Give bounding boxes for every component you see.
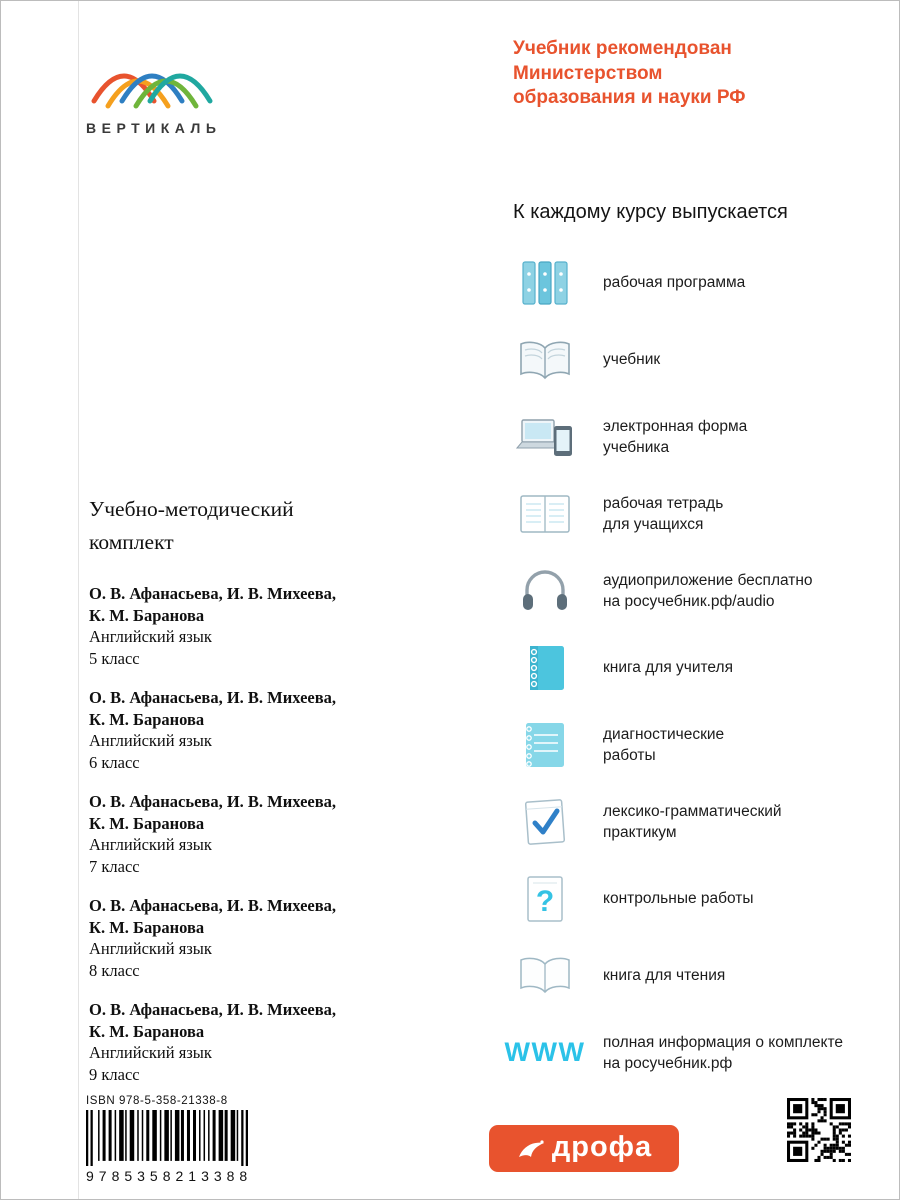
- product-label: [601, 965, 725, 986]
- headphones-icon: [519, 566, 571, 616]
- diagnostic-notebook-icon: [520, 719, 570, 771]
- drofa-bird-icon: [516, 1135, 546, 1163]
- icon-cell: [489, 338, 601, 382]
- qr-pattern: [787, 1098, 851, 1162]
- book-entry: [89, 687, 409, 773]
- product-label: [601, 272, 745, 293]
- publisher-logo: [489, 1125, 679, 1172]
- book-subject: Английский язык: [89, 731, 212, 750]
- product-label: [601, 724, 724, 766]
- product-row: [489, 860, 881, 937]
- product-label-line: полная информация о комплекте: [603, 1033, 844, 1051]
- product-label-line: практикум: [603, 823, 677, 841]
- product-label-line: книга для учителя: [603, 659, 733, 676]
- page-edge-line: [78, 1, 79, 1199]
- product-label: [601, 657, 733, 678]
- product-label-line: книга для чтения: [603, 967, 726, 984]
- book-authors: К. М. Баранова: [89, 605, 205, 625]
- icon-cell: [489, 1037, 601, 1068]
- product-label-line: диагностические: [603, 725, 725, 743]
- book-grade: 7 класс: [89, 856, 140, 876]
- checkmark-notepad-icon: [519, 795, 571, 849]
- product-label-line: рабочая тетрадь: [603, 494, 724, 512]
- book-entry: [89, 791, 409, 877]
- book-authors: О. В. Афанасьева, И. В. Михеева,: [89, 688, 337, 707]
- icon-cell: [489, 795, 601, 849]
- icon-cell: [489, 642, 601, 694]
- product-label: [601, 349, 660, 370]
- www-icon: WWW: [504, 1037, 586, 1067]
- product-label-line: контрольные работы: [603, 890, 754, 907]
- product-row: [489, 1014, 881, 1091]
- book-authors: К. М. Баранова: [89, 917, 205, 937]
- icon-cell: [489, 491, 601, 537]
- book-authors: О. В. Афанасьева, И. В. Михеева,: [89, 1000, 337, 1019]
- book-subject: Английский язык: [89, 1043, 212, 1062]
- recommendation-line: Учебник рекомендован: [513, 38, 732, 59]
- book-authors: К. М. Баранова: [89, 813, 205, 833]
- icon-cell: [489, 872, 601, 926]
- kit-title-line: Учебно-методический: [89, 497, 294, 521]
- icon-cell: [489, 955, 601, 997]
- book-grade: 8 класс: [89, 960, 140, 980]
- product-label-line: аудиоприложение бесплатно: [603, 571, 813, 589]
- product-label-line: на росучебник.рф: [603, 1054, 733, 1072]
- qr-code: [787, 1098, 851, 1162]
- product-row: [489, 706, 881, 783]
- product-label-line: учебник: [603, 351, 661, 368]
- vertikal-logo-text: ВЕРТИКАЛЬ: [86, 120, 222, 136]
- isbn-label: ISBN 978-5-358-21338-8: [86, 1095, 228, 1107]
- product-label: [601, 1032, 843, 1074]
- course-products-heading: К каждому курсу выпускается: [513, 201, 788, 223]
- book-grade: 9 класс: [89, 1064, 140, 1084]
- book-authors: О. В. Афанасьева, И. В. Михеева,: [89, 896, 337, 915]
- book-authors: О. В. Афанасьева, И. В. Михеева,: [89, 584, 337, 603]
- publisher-name: дрофа: [551, 1130, 653, 1163]
- product-label: [601, 801, 782, 843]
- icon-cell: [489, 257, 601, 309]
- product-label: [601, 493, 723, 535]
- product-label-line: лексико-грамматический: [603, 802, 782, 820]
- book-subject: Английский язык: [89, 939, 212, 958]
- book-authors: О. В. Афанасьева, И. В. Михеева,: [89, 792, 337, 811]
- devices-icon: [516, 414, 574, 460]
- book-entry: [89, 999, 409, 1085]
- vertikal-logo-icon: [86, 37, 218, 111]
- question-glyph: ?: [535, 884, 555, 918]
- product-row: [489, 552, 881, 629]
- product-label-line: для учащихся: [603, 515, 704, 533]
- product-label: [601, 416, 747, 458]
- product-label-line: работы: [603, 746, 656, 764]
- reading-book-icon: [516, 955, 574, 997]
- book-grade: 5 класс: [89, 648, 140, 668]
- teacher-book-icon: [522, 642, 568, 694]
- recommendation-line: Министерством: [513, 62, 663, 84]
- book-grade: 6 класс: [89, 752, 140, 772]
- product-row: [489, 783, 881, 860]
- product-label-line: рабочая программа: [603, 274, 746, 291]
- product-row: [489, 398, 881, 475]
- book-subject: Английский язык: [89, 835, 212, 854]
- icon-cell: [489, 566, 601, 616]
- icon-cell: [489, 414, 601, 460]
- course-products-list: [489, 244, 881, 1091]
- product-row: [489, 475, 881, 552]
- book-entry: [89, 583, 409, 669]
- book-subject: Английский язык: [89, 627, 212, 646]
- product-label-line: электронная форма: [603, 417, 748, 435]
- product-row: [489, 244, 881, 321]
- book-entry: [89, 895, 409, 981]
- barcode-stripes: [86, 1110, 248, 1166]
- product-label-line: на росучебник.рф/audio: [603, 592, 775, 610]
- product-row: [489, 321, 881, 398]
- book-list: [89, 583, 409, 1103]
- product-row: [489, 629, 881, 706]
- book-authors: К. М. Баранова: [89, 709, 205, 729]
- book-authors: К. М. Баранова: [89, 1021, 205, 1041]
- recommendation-line: образования и науки РФ: [513, 87, 746, 108]
- textbook-icon: [516, 338, 574, 382]
- product-label-line: учебника: [603, 438, 670, 456]
- product-label: [601, 888, 754, 909]
- question-notepad-icon: [520, 872, 570, 926]
- vertikal-logo: [86, 37, 226, 136]
- binders-icon: [518, 257, 572, 309]
- barcode-block: [86, 1095, 266, 1184]
- product-row: [489, 937, 881, 1014]
- kit-title-line: комплект: [89, 530, 174, 554]
- barcode-digits: 9785358213388: [86, 1168, 253, 1184]
- product-label: [601, 570, 813, 612]
- icon-cell: [489, 719, 601, 771]
- recommendation-text: [513, 37, 813, 111]
- workbook-icon: [517, 491, 573, 537]
- kit-title: [89, 493, 294, 559]
